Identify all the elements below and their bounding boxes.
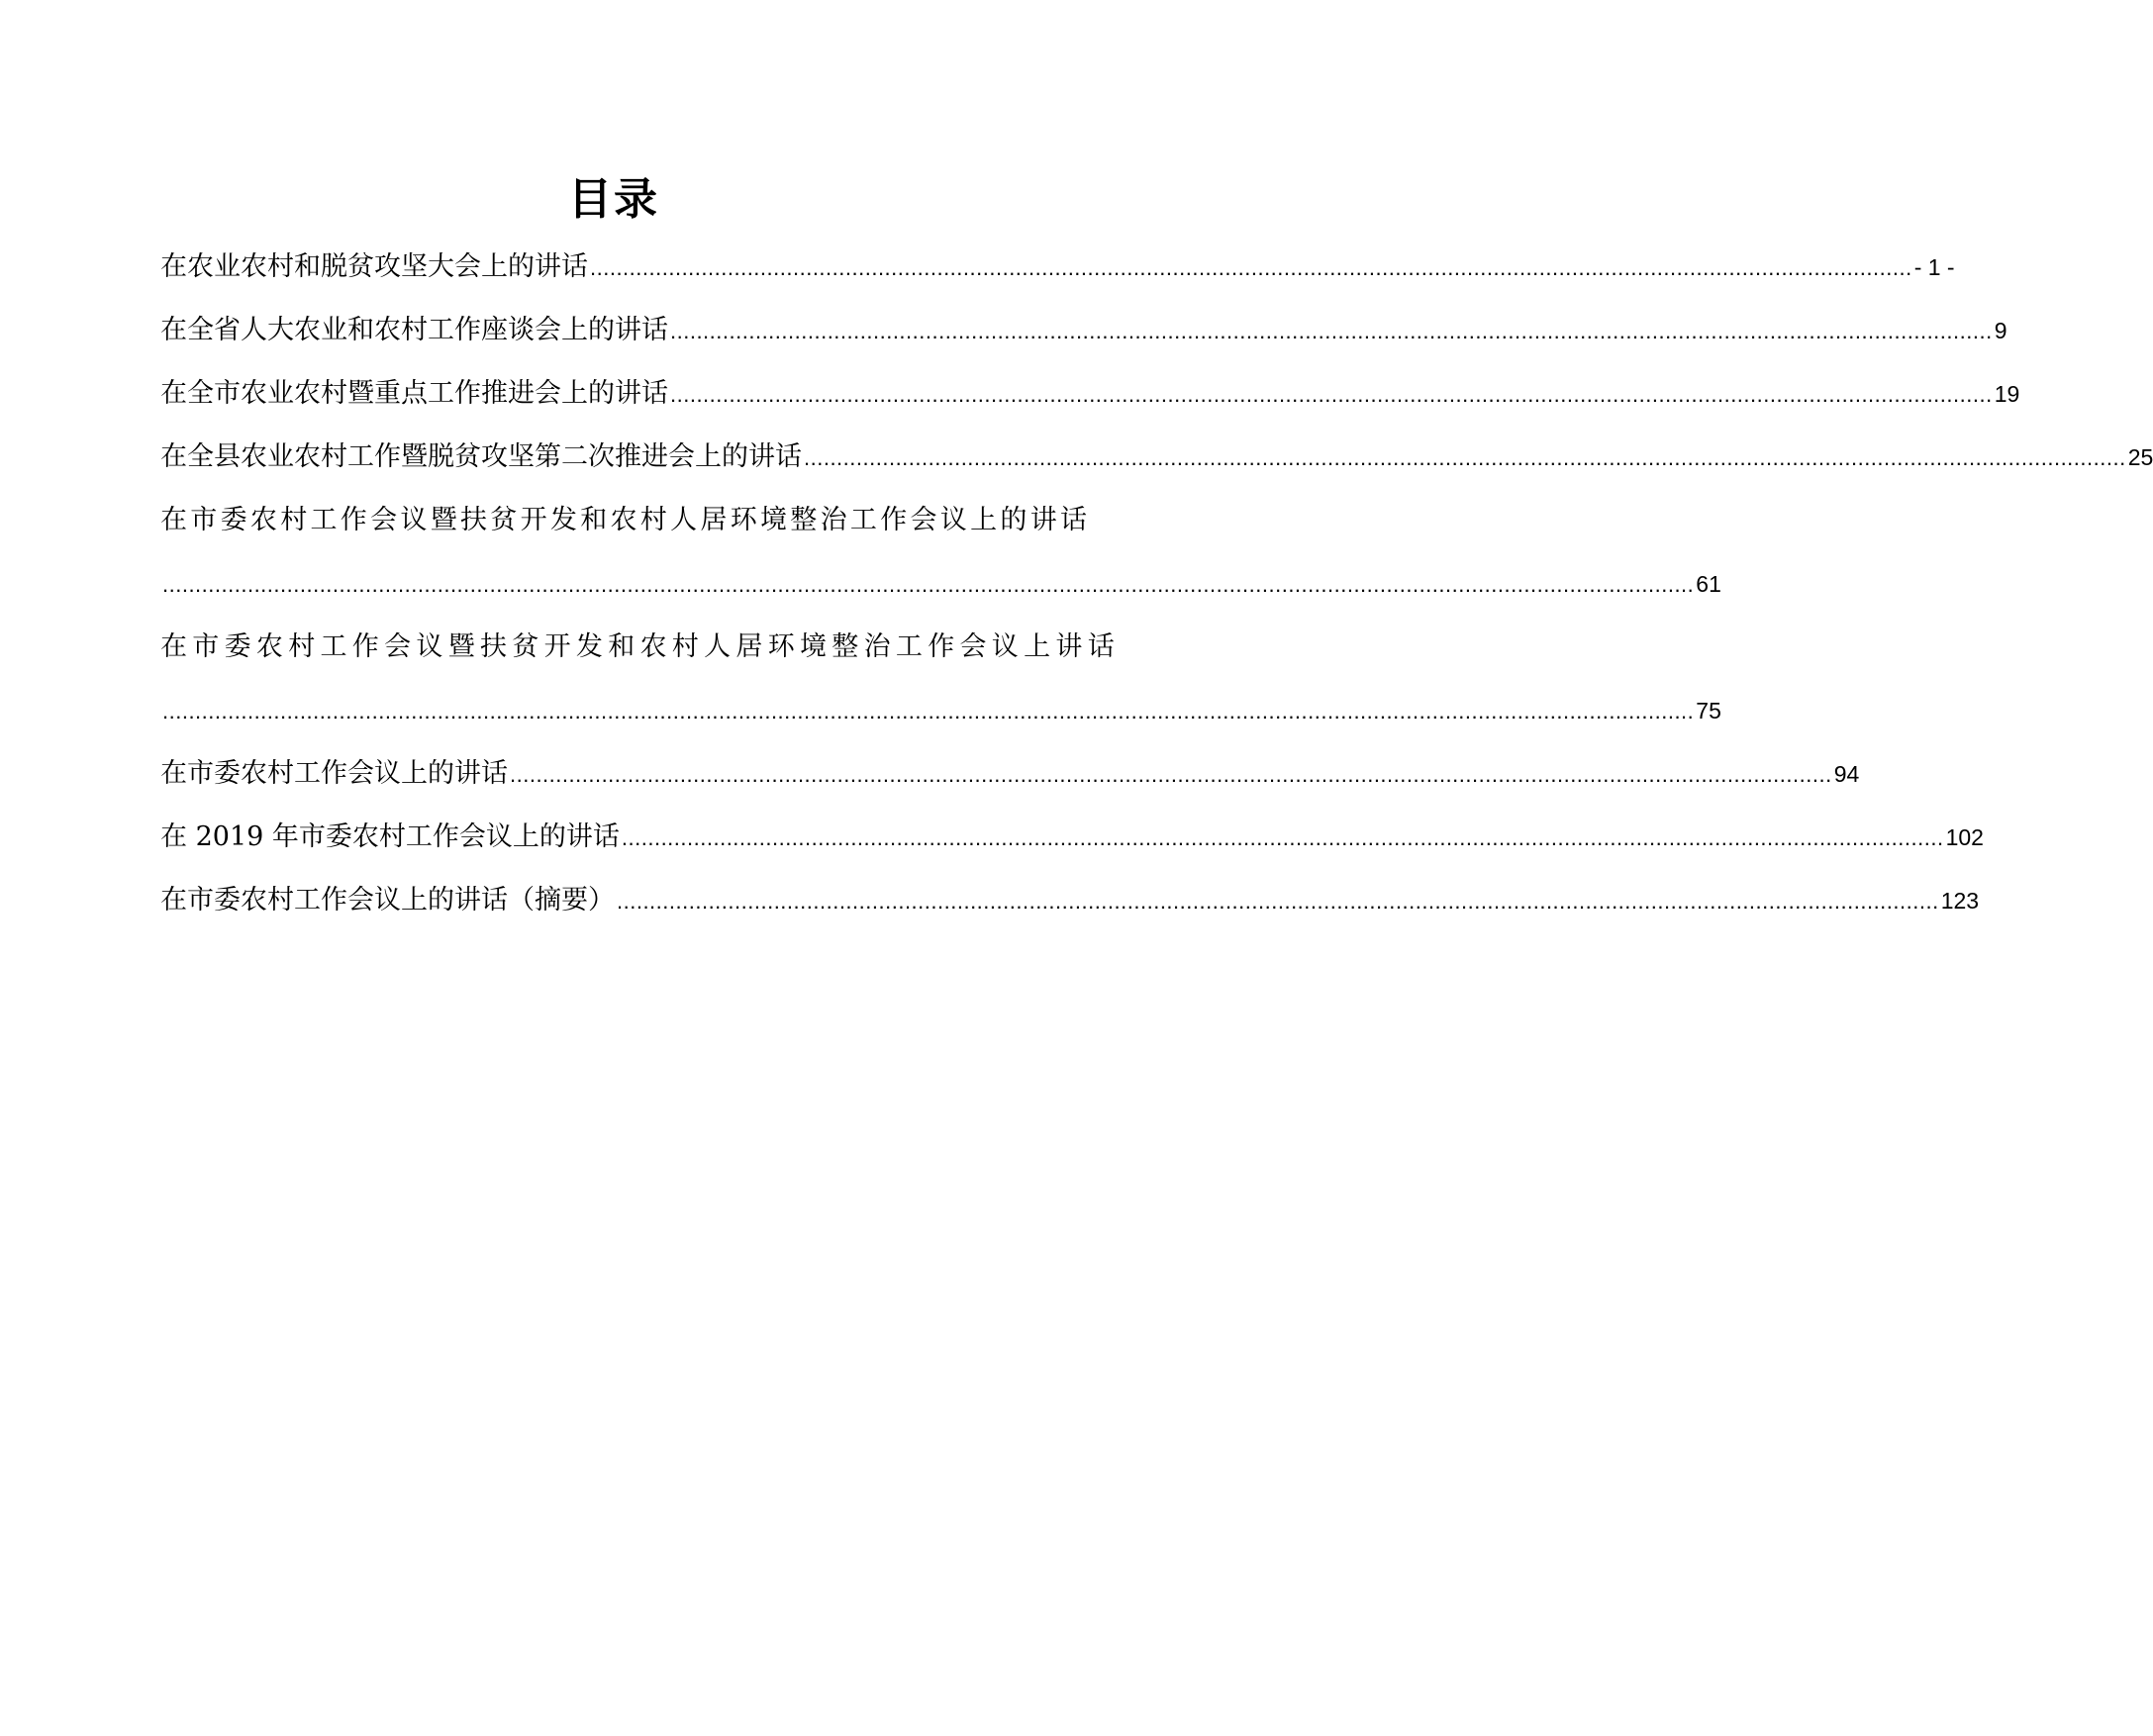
dot-leader: .......................................................................................................................................................................................................... [804,445,2126,470]
toc-entry-page: 61 [1696,571,1721,597]
dot-leader: .......................................................................................................................................................................................................................................... [162,572,1695,597]
toc-entry-page: 19 [1994,381,2020,407]
toc-entry-title: 在市委农村工作会议上的讲话 [160,758,508,789]
table-of-contents [160,236,2153,932]
dot-leader: .......................................................................................................................................................................................................... [621,825,1944,850]
toc-entry-page: 102 [1945,824,1984,850]
toc-entry-page: 75 [1696,698,1721,723]
toc-entry-title: 在全省人大农业和农村工作座谈会上的讲话 [160,315,668,345]
toc-entry-title: 在市委农村工作会议上的讲话（摘要） [160,885,615,916]
toc-entry[interactable] [160,742,1860,806]
toc-entry-page: - 1 - [1913,254,1955,280]
dot-leader: .......................................................................................................................................................................................................... [670,382,1993,407]
toc-entry-page: 9 [1994,318,2007,343]
toc-entry[interactable] [160,236,1955,299]
toc-entry[interactable] [160,806,1984,869]
dot-leader: .......................................................................................................................................................................................................... [617,889,1939,914]
toc-entry[interactable] [160,489,1721,616]
toc-entry-page: 25 [2127,444,2153,470]
toc-entry-page: 123 [1940,888,1980,914]
toc-entry[interactable] [160,869,1980,932]
dot-leader: .......................................................................................................................................................................................................... [510,762,1832,787]
toc-entry-title: 在农业农村和脱贫攻坚大会上的讲话 [160,251,588,282]
dot-leader: .......................................................................................................................................................................................................... [670,319,1993,343]
toc-entry[interactable] [160,426,2153,489]
dot-leader: .......................................................................................................................................................................................................................................... [162,699,1695,723]
toc-entry-title: 在 2019 年市委农村工作会议上的讲话 [160,821,620,852]
toc-entry-title: 在全市农业农村暨重点工作推进会上的讲话 [160,378,668,409]
toc-title: 目录 [568,174,659,225]
toc-entry[interactable] [160,362,2020,426]
toc-entry[interactable] [160,299,2007,362]
toc-entry-title: 在市委农村工作会议暨扶贫开发和农村人居环境整治工作会议上讲话 [160,631,1120,662]
toc-entry[interactable] [160,616,1721,742]
toc-entry-title: 在市委农村工作会议暨扶贫开发和农村人居环境整治工作会议上的讲话 [160,505,1091,535]
dot-leader: .......................................................................................................................................................................................................... [590,255,1912,280]
toc-entry-title: 在全县农业农村工作暨脱贫攻坚第二次推进会上的讲话 [160,441,802,472]
toc-entry-page: 94 [1833,761,1860,787]
